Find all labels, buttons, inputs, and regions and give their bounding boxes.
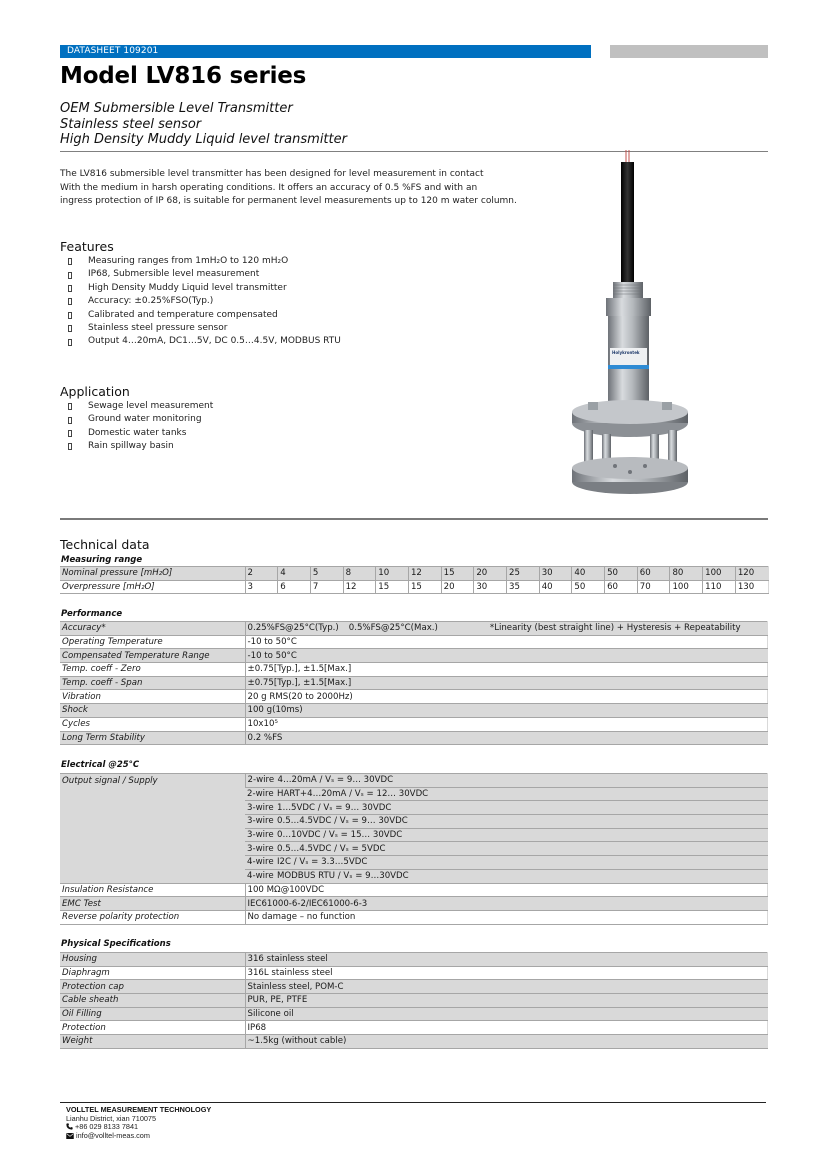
accuracy-max: 0.5%FS@25°C(Max.) bbox=[348, 623, 438, 634]
cell: 110 bbox=[703, 580, 736, 594]
output-spec: HART+4…20mA / Vₛ = 12… 30VDC bbox=[277, 789, 429, 800]
list-item bbox=[68, 282, 341, 295]
wire-type: 3-wire bbox=[247, 802, 274, 813]
cell: 25 bbox=[507, 567, 540, 581]
subtitles bbox=[60, 101, 347, 148]
cell bbox=[245, 815, 768, 829]
cell: 130 bbox=[735, 580, 768, 594]
table-row bbox=[60, 649, 768, 663]
list-item bbox=[68, 413, 213, 426]
cell: 20 bbox=[474, 567, 507, 581]
table-row bbox=[60, 1007, 768, 1021]
output-spec: 0.5…4.5VDC / Vₛ = 5VDC bbox=[277, 843, 386, 854]
row-label: Shock bbox=[60, 704, 245, 718]
page-title: Model LV816 series bbox=[60, 63, 307, 89]
envelope-icon bbox=[66, 1133, 74, 1139]
table-row bbox=[60, 690, 768, 704]
technical-data-heading: Technical data bbox=[60, 537, 150, 552]
row-label: Protection cap bbox=[60, 980, 245, 994]
list-item-text: Sewage level measurement bbox=[88, 401, 214, 411]
list-item-text: Calibrated and temperature compensated bbox=[88, 309, 278, 320]
row-label: Long Term Stability bbox=[60, 731, 245, 745]
bullet-box-icon bbox=[68, 430, 72, 437]
company-name: VOLLTEL MEASUREMENT TECHNOLOGY bbox=[66, 1105, 212, 1114]
bullet-box-icon bbox=[68, 403, 72, 410]
output-spec: 0.5…4.5VDC / Vₛ = 9… 30VDC bbox=[277, 816, 408, 827]
list-item bbox=[68, 268, 341, 281]
list-item bbox=[68, 427, 213, 440]
cell: 10x10⁵ bbox=[245, 717, 768, 731]
row-label: Accuracy* bbox=[60, 622, 245, 636]
cell bbox=[245, 622, 768, 636]
table-row bbox=[60, 910, 768, 924]
performance-heading: Performance bbox=[61, 609, 123, 619]
cell: No damage – no function bbox=[245, 910, 768, 924]
cell: 4 bbox=[278, 567, 311, 581]
row-label: Diaphragm bbox=[60, 966, 245, 980]
cell: 8 bbox=[343, 567, 376, 581]
table-row bbox=[60, 704, 768, 718]
row-label: Vibration bbox=[60, 690, 245, 704]
cell: Silicone oil bbox=[245, 1007, 768, 1021]
table-row bbox=[60, 774, 768, 788]
cell: ±0.75[Typ.], ±1.5[Max.] bbox=[245, 663, 768, 677]
cell bbox=[245, 787, 768, 801]
cell: 30 bbox=[474, 580, 507, 594]
wire-type: 4-wire bbox=[247, 871, 274, 882]
intro-line: The LV816 submersible level transmitter has been designed for level measurement in contact bbox=[60, 169, 484, 179]
row-label: Temp. coeff - Zero bbox=[60, 663, 245, 677]
cell bbox=[245, 828, 768, 842]
electrical-heading: Electrical @25°C bbox=[61, 760, 140, 770]
physical-specs-heading: Physical Specifications bbox=[61, 939, 171, 949]
table-row bbox=[60, 1035, 768, 1049]
row-label: Protection bbox=[60, 1021, 245, 1035]
cell: Stainless steel, POM-C bbox=[245, 980, 768, 994]
table-row bbox=[60, 567, 768, 581]
cell: 316L stainless steel bbox=[245, 966, 768, 980]
cell bbox=[245, 856, 768, 870]
row-label: Oil Filling bbox=[60, 1007, 245, 1021]
list-item-text: Output 4…20mA, DC1…5V, DC 0.5…4.5V, MODBUS RTU bbox=[88, 336, 341, 347]
wire-type: 3-wire bbox=[247, 816, 274, 827]
row-label: Output signal / Supply bbox=[60, 774, 245, 884]
table-row bbox=[60, 897, 768, 911]
row-label: Insulation Resistance bbox=[60, 883, 245, 897]
footer-divider bbox=[60, 1102, 766, 1103]
intro-paragraph bbox=[60, 168, 540, 209]
row-label: Weight bbox=[60, 1035, 245, 1049]
cell: 100 MΩ@100VDC bbox=[245, 883, 768, 897]
cell: PUR, PE, PTFE bbox=[245, 994, 768, 1008]
performance-table bbox=[60, 621, 768, 745]
company-email-line bbox=[66, 1132, 211, 1141]
cell: 35 bbox=[507, 580, 540, 594]
cell: ~1.5kg (without cable) bbox=[245, 1035, 768, 1049]
cell: 100 bbox=[670, 580, 703, 594]
measuring-range-heading: Measuring range bbox=[61, 555, 143, 565]
output-spec: MODBUS RTU / Vₛ = 9…30VDC bbox=[277, 871, 409, 882]
table-row bbox=[60, 663, 768, 677]
cell: 60 bbox=[605, 580, 638, 594]
bullet-box-icon bbox=[68, 325, 72, 332]
cell: 80 bbox=[670, 567, 703, 581]
subtitle-line: OEM Submersible Level Transmitter bbox=[60, 101, 293, 116]
cell: 15 bbox=[408, 580, 441, 594]
wire-type: 2-wire bbox=[247, 775, 275, 786]
cell: 15 bbox=[441, 567, 474, 581]
cell bbox=[245, 842, 768, 856]
intro-line: With the medium in harsh operating conditions. It offers an accuracy of 0.5 %FS and with an bbox=[60, 182, 478, 193]
accuracy-typ: 0.25%FS@25°C(Typ.) bbox=[247, 623, 339, 634]
cell: -10 to 50°C bbox=[245, 635, 768, 649]
output-spec: 4…20mA / Vₛ = 9… 30VDC bbox=[277, 775, 394, 786]
table-row bbox=[60, 580, 768, 594]
cell: 50 bbox=[572, 580, 605, 594]
table-row bbox=[60, 980, 768, 994]
cell: 40 bbox=[572, 567, 605, 581]
phone-link[interactable]: +86 029 8133 7841 bbox=[75, 1122, 139, 1132]
company-address: Lianhu District, xian 710075 bbox=[66, 1113, 157, 1123]
list-item-text: Stainless steel pressure sensor bbox=[88, 323, 228, 334]
list-item-text: Ground water monitoring bbox=[88, 414, 202, 425]
row-label: EMC Test bbox=[60, 897, 245, 911]
row-label: Overpressure [mH₂O] bbox=[60, 580, 245, 594]
cell: 3 bbox=[245, 580, 278, 594]
cell: 0.2 %FS bbox=[245, 731, 768, 745]
table-row bbox=[60, 635, 768, 649]
cell: 12 bbox=[408, 567, 441, 581]
subtitle-line: Stainless steel sensor bbox=[60, 116, 202, 132]
output-spec: 1…5VDC / Vₛ = 9… 30VDC bbox=[277, 802, 392, 813]
cell: 100 g(10ms) bbox=[245, 704, 768, 718]
list-item bbox=[68, 335, 341, 348]
list-item bbox=[68, 400, 213, 413]
cell: 50 bbox=[605, 567, 638, 581]
list-item-text: Domestic water tanks bbox=[88, 427, 187, 438]
table-row bbox=[60, 717, 768, 731]
list-item bbox=[68, 309, 341, 322]
row-label: Cycles bbox=[60, 717, 245, 731]
physical-specs-table bbox=[60, 952, 768, 1049]
bullet-box-icon bbox=[68, 417, 72, 424]
datasheet-number: DATASHEET 109201 bbox=[67, 46, 159, 56]
table-row bbox=[60, 676, 768, 690]
row-label: Cable sheath bbox=[60, 994, 245, 1008]
cell: 100 bbox=[703, 567, 736, 581]
list-item bbox=[68, 295, 341, 308]
cell: 5 bbox=[310, 567, 343, 581]
list-item-text: High Density Muddy Liquid level transmitter bbox=[88, 282, 287, 293]
bullet-box-icon bbox=[68, 298, 72, 305]
cell: 15 bbox=[376, 580, 409, 594]
application-heading: Application bbox=[60, 384, 130, 399]
cell: 2 bbox=[245, 567, 278, 581]
bullet-box-icon bbox=[68, 258, 72, 265]
table-row bbox=[60, 953, 768, 967]
svg-text:Holykrontek: Holykrontek bbox=[612, 350, 640, 355]
output-spec: 0…10VDC / Vₛ = 15… 30VDC bbox=[277, 830, 403, 841]
table-row bbox=[60, 1021, 768, 1035]
cell: 30 bbox=[539, 567, 572, 581]
cell: 60 bbox=[637, 567, 670, 581]
cell: -10 to 50°C bbox=[245, 649, 768, 663]
cell: 120 bbox=[735, 567, 768, 581]
wire-type: 4-wire bbox=[247, 857, 274, 868]
table-row bbox=[60, 622, 768, 636]
list-item bbox=[68, 322, 341, 335]
application-list bbox=[68, 400, 213, 454]
intro-line: ingress protection of IP 68, is suitable for permanent level measurements up to 120 m water column. bbox=[60, 196, 517, 207]
footer bbox=[66, 1106, 211, 1140]
row-label: Nominal pressure [mH₂O] bbox=[60, 567, 245, 581]
measuring-range-table bbox=[60, 566, 769, 594]
features-list bbox=[68, 255, 341, 349]
bullet-box-icon bbox=[68, 339, 72, 346]
table-row bbox=[60, 883, 768, 897]
cell: 6 bbox=[278, 580, 311, 594]
wire-type: 3-wire bbox=[247, 843, 274, 854]
electrical-table bbox=[60, 773, 768, 925]
list-item-text: IP68, Submersible level measurement bbox=[88, 269, 260, 280]
cell: 10 bbox=[376, 567, 409, 581]
cell: 20 bbox=[441, 580, 474, 594]
subtitle-line: High Density Muddy Liquid level transmitter bbox=[60, 132, 347, 147]
row-label: Reverse polarity protection bbox=[60, 910, 245, 924]
list-item bbox=[68, 255, 341, 268]
cell: IEC61000-6-2/IEC61000-6-3 bbox=[245, 897, 768, 911]
list-item-text: Measuring ranges from 1mH₂O to 120 mH₂O bbox=[88, 256, 289, 266]
table-row bbox=[60, 966, 768, 980]
cell bbox=[245, 801, 768, 815]
bullet-box-icon bbox=[68, 443, 72, 450]
bullet-box-icon bbox=[68, 285, 72, 292]
email-link[interactable]: info@volltel-meas.com bbox=[76, 1130, 150, 1140]
list-item bbox=[68, 440, 213, 453]
cell bbox=[245, 869, 768, 883]
header-gray-bar bbox=[610, 45, 768, 58]
output-spec: I2C / Vₛ = 3.3…5VDC bbox=[277, 857, 368, 868]
row-label: Housing bbox=[60, 953, 245, 967]
cell: 40 bbox=[539, 580, 572, 594]
table-row bbox=[60, 994, 768, 1008]
cell bbox=[245, 774, 768, 788]
divider bbox=[60, 518, 768, 520]
accuracy-note: *Linearity (best straight line) + Hysteresis + Repeatability bbox=[489, 623, 741, 634]
list-item-text: Rain spillway basin bbox=[88, 441, 174, 452]
phone-icon bbox=[66, 1123, 73, 1130]
bullet-box-icon bbox=[68, 272, 72, 279]
cell: 316 stainless steel bbox=[245, 953, 768, 967]
cell: IP68 bbox=[245, 1021, 768, 1035]
wire-type: 3-wire bbox=[247, 830, 274, 841]
cell: 12 bbox=[343, 580, 376, 594]
row-label: Compensated Temperature Range bbox=[60, 649, 245, 663]
cell: 7 bbox=[310, 580, 343, 594]
features-heading: Features bbox=[60, 239, 114, 254]
bullet-box-icon bbox=[68, 312, 72, 319]
wire-type: 2-wire bbox=[247, 789, 274, 800]
product-image bbox=[560, 150, 700, 495]
cell: ±0.75[Typ.], ±1.5[Max.] bbox=[245, 676, 768, 690]
row-label: Operating Temperature bbox=[60, 635, 245, 649]
row-label: Temp. coeff - Span bbox=[60, 676, 245, 690]
cell: 70 bbox=[637, 580, 670, 594]
list-item-text: Accuracy: ±0.25%FSO(Typ.) bbox=[88, 296, 214, 307]
cell: 20 g RMS(20 to 2000Hz) bbox=[245, 690, 768, 704]
table-row bbox=[60, 731, 768, 745]
datasheet-header-bar bbox=[60, 45, 591, 58]
